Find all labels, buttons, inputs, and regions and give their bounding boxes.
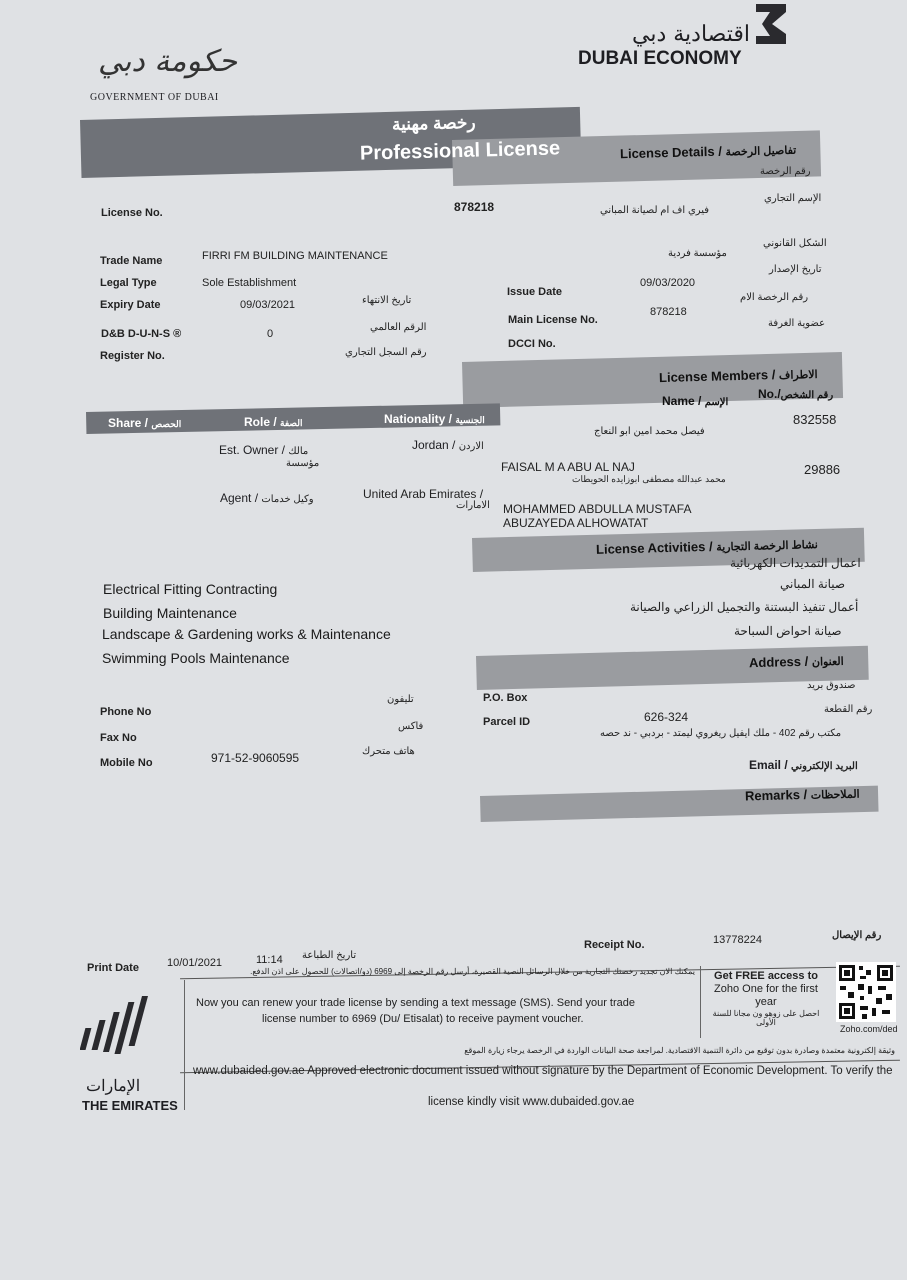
title-arabic: رخصة مهنية — [391, 112, 476, 135]
activity-4: Swimming Pools Maintenance — [102, 650, 290, 666]
office-address-arabic: مكتب رقم 402 - ملك ايفيل ريغروي ليمتد - بردبي - ند حصه — [600, 728, 842, 739]
approved-text-line2: license kindly visit www.dubaided.gov.ae — [428, 1096, 635, 1108]
member-1-nationality: Jordan / الاردن — [412, 438, 484, 452]
member-1-name: FAISAL M A ABU AL NAJ — [501, 460, 635, 474]
fax-arabic-label: فاكس — [398, 721, 424, 732]
duns-arabic: الرقم العالمي — [370, 322, 427, 333]
trade-name-arabic-label: الإسم التجاري — [764, 193, 822, 204]
mobile-value: 971-52-9060595 — [211, 751, 300, 765]
mobile-label: Mobile No — [100, 757, 153, 769]
member-2-name-arabic: محمد عبدالله مصطفى ابوزايده الحويطات — [572, 474, 726, 484]
member-2-no: 29886 — [804, 462, 841, 477]
approved-text-line1: www.dubaided.gov.ae Approved electronic document issued without signature by the Department of Economic Development. To verify the — [193, 1065, 893, 1077]
legal-type-label: Legal Type — [100, 277, 157, 289]
parcel-value: 626-324 — [644, 710, 689, 724]
page-title: Professional License — [359, 137, 561, 165]
activity-2: Building Maintenance — [103, 605, 237, 621]
member-1-name-arabic: فيصل محمد امين ابو النعاج — [594, 426, 705, 437]
main-license-arabic-label: رقم الرخصة الام — [740, 292, 809, 303]
zoho-url: Zoho.com/ded — [840, 1024, 898, 1034]
col-nationality: Nationality / الجنسية — [384, 412, 485, 426]
the-emirates-logo-icon — [80, 996, 160, 1076]
qr-code-icon — [836, 962, 896, 1022]
print-date-value: 10/01/2021 — [167, 957, 223, 969]
expiry-date-label: Expiry Date — [100, 299, 161, 311]
phone-label: Phone No — [100, 706, 152, 718]
renew-arabic: يمكنك الان تجديد رخصتك التجارية من خلال الرسائل النصية القصيرة، أرسل رقم الرخصة إلى 6969 (دو/اتصالات) للحصول على اذن الدفع. — [250, 967, 695, 976]
member-2-nationality-arabic: الامارات — [456, 500, 490, 511]
activity-2-arabic: صيانة المباني — [780, 577, 846, 591]
legal-type-value: Sole Establishment — [202, 277, 297, 289]
receipt-arabic: رقم الإيصال — [832, 930, 882, 941]
member-1-role: Est. Owner / مالك — [219, 443, 309, 457]
gov-logo-arabic: حكومة دبي — [98, 44, 238, 79]
email-label: Email / البريد الإلكتروني — [749, 758, 858, 772]
license-no-arabic-label: رقم الرخصة — [760, 166, 811, 177]
activity-1-arabic: اعمال التمديدات الكهربائية — [730, 556, 861, 570]
issue-date-value: 09/03/2020 — [640, 277, 696, 289]
renew-text-line1: Now you can renew your trade license by sending a text message (SMS). Send your trade — [196, 997, 636, 1009]
dubai-economy-name: DUBAI ECONOMY — [578, 48, 742, 69]
dubai-economy-arabic: اقتصادية دبي — [631, 22, 750, 47]
col-role: Role / الصفة — [244, 415, 303, 429]
issue-date-label: Issue Date — [507, 286, 563, 298]
legal-type-arabic-label: الشكل القانوني — [763, 238, 827, 249]
emirates-arabic: الإمارات — [86, 1076, 141, 1095]
members-col-name: Name / الإسم — [662, 394, 729, 408]
license-no-value: 878218 — [454, 200, 495, 214]
activity-1: Electrical Fitting Contracting — [103, 581, 278, 597]
footer-vertical-divider — [184, 980, 185, 1110]
issue-date-arabic-label: تاريخ الإصدار — [769, 264, 822, 275]
trade-name-arabic: فيري اف ام لصيانة المباني — [600, 205, 710, 216]
parcel-label: Parcel ID — [483, 716, 531, 728]
parcel-arabic-label: رقم القطعة — [824, 704, 873, 715]
receipt-label: Receipt No. — [584, 939, 645, 951]
gov-name: GOVERNMENT OF DUBAI — [90, 92, 219, 103]
activity-3-arabic: أعمال تنفيذ البستنة والتجميل الزراعي والصيانة — [630, 600, 859, 614]
print-time-value: 11:14 — [256, 954, 283, 966]
pobox-arabic-label: صندوق بريد — [807, 680, 856, 691]
expiry-date-value: 09/03/2021 — [240, 299, 296, 311]
remarks-heading: Remarks / الملاحظات — [744, 786, 860, 804]
member-2-role: Agent / وكيل خدمات — [220, 491, 314, 505]
member-1-no: 832558 — [793, 412, 837, 427]
mobile-arabic-label: هاتف متحرك — [362, 746, 415, 757]
duns-value: 0 — [267, 328, 274, 340]
duns-label: D&B D-U-N-S ® — [101, 328, 182, 340]
emirates-name: THE EMIRATES — [82, 1098, 178, 1113]
zoho-line1: Get FREE access to — [714, 970, 818, 982]
member-2-nationality: United Arab Emirates / — [363, 487, 484, 501]
trade-name-label: Trade Name — [100, 255, 163, 267]
register-no-arabic: رقم السجل التجاري — [345, 347, 427, 358]
print-date-arabic: تاريخ الطباعة — [302, 950, 357, 961]
member-2-name-line2: ABUZAYEDA ALHOWATAT — [503, 516, 649, 530]
activity-3: Landscape & Gardening works & Maintenance — [102, 626, 391, 642]
zoho-arabic: احصل على زوهو ون مجانا للسنة الأولى — [712, 1009, 820, 1027]
main-license-value: 878218 — [650, 306, 687, 318]
trade-name-value: FIRRI FM BUILDING MAINTENANCE — [202, 250, 388, 262]
renew-text-line2: license number to 6969 (Du/ Etisalat) to receive payment voucher. — [262, 1013, 584, 1025]
license-no-label: License No. — [101, 207, 163, 219]
member-1-role-arabic-2: مؤسسة — [286, 458, 320, 469]
expiry-date-arabic: تاريخ الانتهاء — [362, 295, 412, 306]
phone-arabic-label: تليفون — [387, 694, 414, 705]
fax-label: Fax No — [100, 732, 137, 744]
activities-heading: License Activities / نشاط الرخصة التجارية — [595, 538, 819, 557]
license-details-heading: License Details / تفاصيل الرخصة — [619, 143, 797, 162]
members-heading: License Members / الاطراف — [658, 367, 818, 386]
receipt-value: 13778224 — [713, 934, 762, 946]
main-license-label: Main License No. — [508, 314, 598, 326]
member-2-name: MOHAMMED ABDULLA MUSTAFA — [503, 502, 692, 516]
dubai-economy-icon — [754, 2, 804, 46]
dcci-label: DCCI No. — [508, 338, 556, 350]
col-share: Share / الحصص — [108, 416, 182, 430]
register-no-label: Register No. — [100, 350, 165, 362]
activity-4-arabic: صيانة احواض السباحة — [734, 624, 842, 638]
zoho-line3: year — [755, 996, 777, 1008]
zoho-line2: Zoho One for the first — [714, 983, 818, 995]
pobox-label: P.O. Box — [483, 692, 528, 704]
legal-type-arabic: مؤسسة فردية — [668, 248, 727, 259]
members-col-no: No./رقم الشخص — [758, 387, 834, 401]
address-heading: Address / العنوان — [748, 653, 844, 671]
approved-arabic: وثيقة إلكترونية معتمدة وصادرة بدون توقيع من دائرة التنمية الاقتصادية. لمراجعة صحة البيانات الواردة في الرخصة يرجاء زيارة الموقع — [464, 1046, 895, 1055]
dcci-arabic-label: عضوية الغرفة — [768, 318, 826, 329]
print-date-label: Print Date — [87, 962, 139, 974]
